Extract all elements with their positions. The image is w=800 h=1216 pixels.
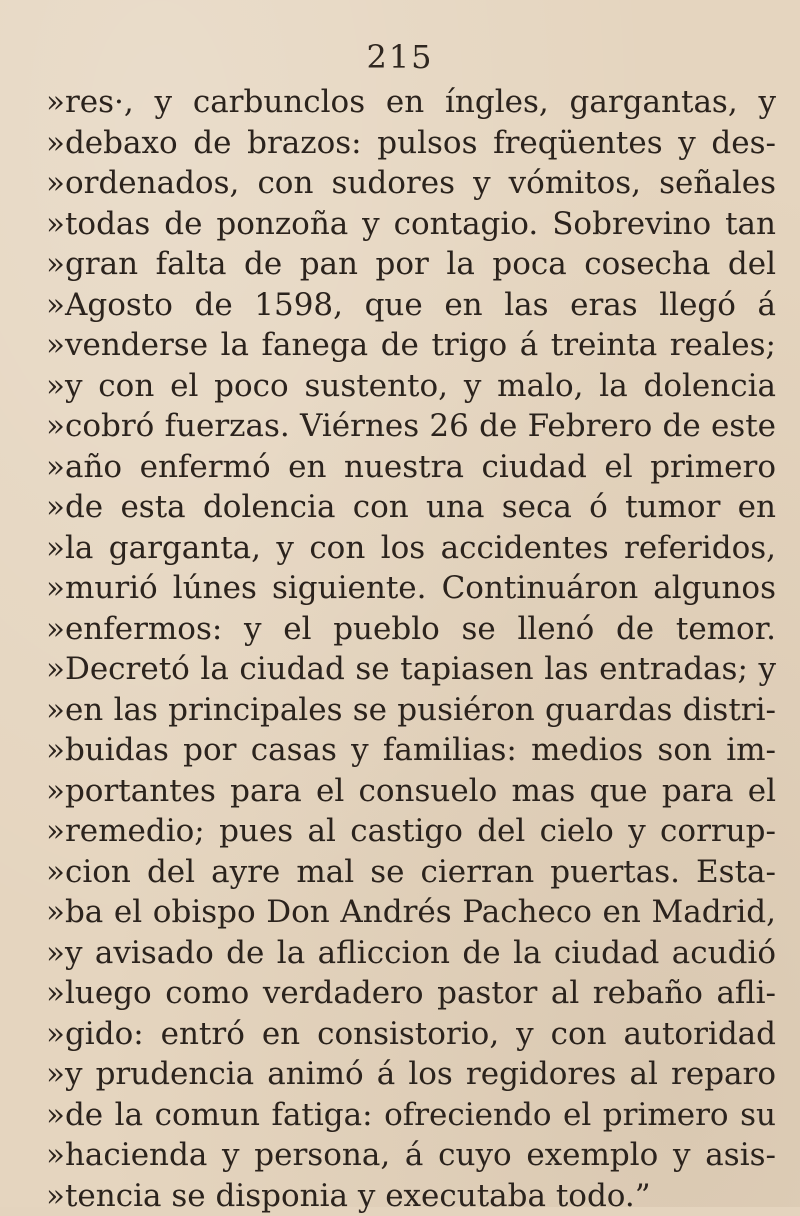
text-line: »cobró fuerzas. Viérnes 26 de Febrero de este xyxy=(46,406,776,447)
text-line: »portantes para el consuelo mas que para el xyxy=(46,771,776,812)
text-line: »debaxo de brazos: pulsos freqüentes y des- xyxy=(46,123,776,164)
text-line: »Decretó la ciudad se tapiasen las entradas; y xyxy=(46,649,776,690)
page-number: 215 xyxy=(0,38,800,76)
text-line: »res·, y carbunclos en íngles, gargantas, y xyxy=(46,82,776,123)
text-line: »gran falta de pan por la poca cosecha del xyxy=(46,244,776,285)
text-line: »y con el poco sustento, y malo, la dolencia xyxy=(46,366,776,407)
text-line: »enfermos: y el pueblo se llenó de temor. xyxy=(46,609,776,650)
text-line: »hacienda y persona, á cuyo exemplo y asis- xyxy=(46,1135,776,1176)
text-line: »todas de ponzoña y contagio. Sobrevino tan xyxy=(46,204,776,245)
body-text xyxy=(46,82,776,1216)
text-line: »remedio; pues al castigo del cielo y corrup- xyxy=(46,811,776,852)
text-line: »cion del ayre mal se cierran puertas. Esta- xyxy=(46,852,776,893)
text-line: »en las principales se pusiéron guardas distri- xyxy=(46,690,776,731)
text-line: »y avisado de la afliccion de la ciudad acudió xyxy=(46,933,776,974)
text-line: »año enfermó en nuestra ciudad el primero xyxy=(46,447,776,488)
text-line: »y prudencia animó á los regidores al reparo xyxy=(46,1054,776,1095)
text-line: »ordenados, con sudores y vómitos, señales xyxy=(46,163,776,204)
text-line: »buidas por casas y familias: medios son im- xyxy=(46,730,776,771)
text-line: »ba el obispo Don Andrés Pacheco en Madrid, xyxy=(46,892,776,933)
text-line: »luego como verdadero pastor al rebaño afli- xyxy=(46,973,776,1014)
text-line: »venderse la fanega de trigo á treinta reales; xyxy=(46,325,776,366)
text-line: »gido: entró en consistorio, y con autoridad xyxy=(46,1014,776,1055)
text-line: »de esta dolencia con una seca ó tumor en xyxy=(46,487,776,528)
text-line: »de la comun fatiga: ofreciendo el primero su xyxy=(46,1095,776,1136)
text-line: »la garganta, y con los accidentes referidos, xyxy=(46,528,776,569)
text-line: »murió lúnes siguiente. Continuáron algunos xyxy=(46,568,776,609)
text-line: »Agosto de 1598, que en las eras llegó á xyxy=(46,285,776,326)
text-line: »tencia se disponia y executaba todo.” xyxy=(46,1176,776,1216)
